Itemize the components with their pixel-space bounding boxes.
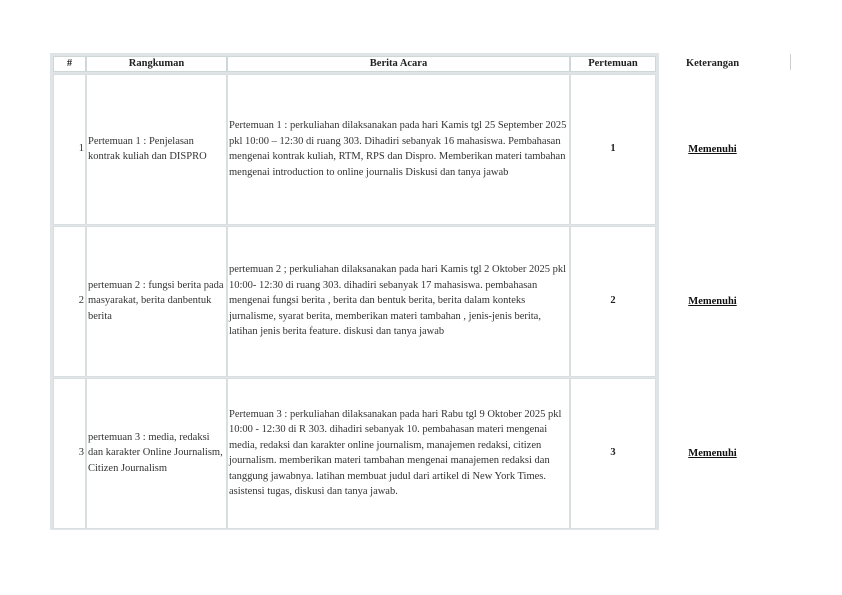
header-rangkuman: Rangkuman: [86, 53, 227, 74]
pertemuan-cell: 2: [570, 226, 659, 378]
row-number: 1: [50, 74, 86, 226]
berita-acara-cell: Pertemuan 3 : perkuliahan dilaksanakan pada hari Rabu tgl 9 Oktober 2025 pkl 10:00 - 12:30 di R 303. dihadiri sebanyak 10. pembahasan materi mengenai media, redaksi dan karakter online journalism, manajemen redaksi, citizen journalism. memberikan materi tambahan mengenai manajemen redaksi dan tanggung jawabnya. latihan membuat judul dari artikel di New York Times. asistensi tugas, diskusi dan tanya jawab.: [227, 378, 570, 530]
table-body: [50, 74, 766, 530]
table-row: [50, 378, 766, 530]
rangkuman-cell: pertemuan 3 : media, redaksi dan karakter Online Journalism, Citizen Journalism: [86, 378, 227, 530]
keterangan-cell: Memenuhi: [688, 447, 737, 459]
rangkuman-cell: pertemuan 2 : fungsi berita pada masyarakat, berita danbentuk berita: [86, 226, 227, 378]
berita-acara-cell: Pertemuan 1 : perkuliahan dilaksanakan pada hari Kamis tgl 25 September 2025 pkl 10:00 – 12:30 di ruang 303. Dihadiri sebanyak 16 mahasiswa. Pembahasan mengenai kontrak kuliah, RTM, RPS dan Dispro. Memberikan materi tambahan mengenai introduction to online journalis Diskusi dan tanya jawab: [227, 74, 570, 226]
header-keterangan: Keterangan: [659, 53, 766, 74]
row-number: 3: [50, 378, 86, 530]
keterangan-cell: Memenuhi: [688, 143, 737, 155]
row-number: 2: [50, 226, 86, 378]
header-berita-acara: Berita Acara: [227, 53, 570, 74]
table-header: [50, 53, 766, 74]
header-pertemuan: Pertemuan: [570, 53, 659, 74]
table-row: [50, 226, 766, 378]
berita-acara-cell: pertemuan 2 ; perkuliahan dilaksanakan pada hari Kamis tgl 2 Oktober 2025 pkl 10:00- 12:30 di ruang 303. dihadiri sebanyak 17 mahasiswa. pembahasan mengenai fungsi berita , berita dan bentuk berita, berita dalam konteks jurnalisme, syarat berita, memberikan materi tambahan , jenis-jenis berita, latihan jenis berita feature. diskusi dan tanya jawab: [227, 226, 570, 378]
column-edge-divider: [790, 54, 791, 70]
pertemuan-cell: 3: [570, 378, 659, 530]
pertemuan-cell: 1: [570, 74, 659, 226]
report-table: [50, 53, 766, 530]
table-row: [50, 74, 766, 226]
header-row: [50, 53, 766, 74]
keterangan-cell: Memenuhi: [688, 295, 737, 307]
rangkuman-cell: Pertemuan 1 : Penjelasan kontrak kuliah dan DISPRO: [86, 74, 227, 226]
header-num: #: [50, 53, 86, 74]
